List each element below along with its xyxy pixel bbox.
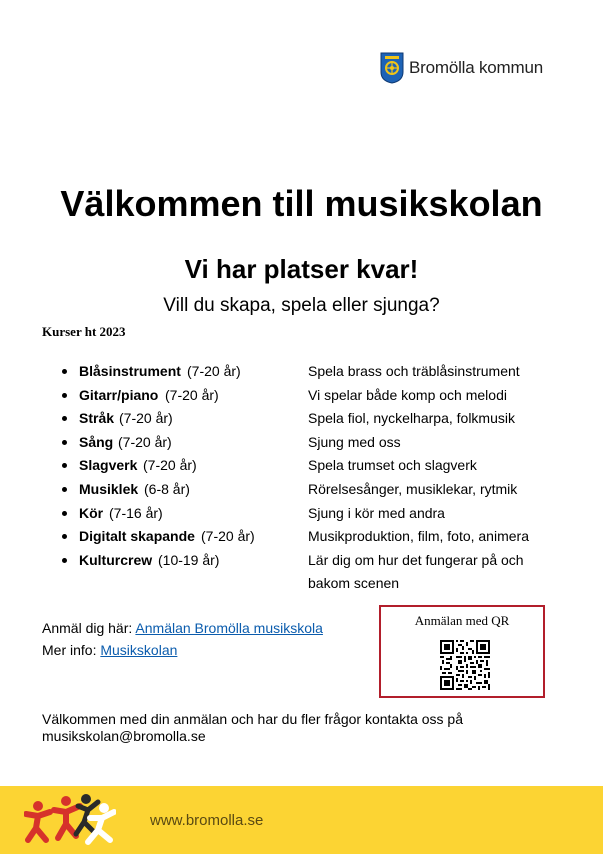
bullet-icon [62,558,67,563]
footer-url[interactable]: www.bromolla.se [150,812,264,829]
course-name: Gitarr/piano [79,386,159,403]
course-description: Spela fiol, nyckelharpa, folkmusik [308,410,515,427]
course-item [0,361,603,385]
municipal-crest-icon [380,52,404,84]
course-list [0,361,603,573]
people-figures-icon [24,792,116,848]
course-age: (7-20 år) [201,528,255,545]
course-item [0,455,603,479]
course-description: Vi spelar både komp och melodi [308,386,507,403]
qr-code-icon[interactable] [440,640,490,690]
course-name: Digitalt skapande [79,528,195,545]
course-name: Blåsinstrument [79,363,181,379]
course-description: Lär dig om hur det fungerar på och [308,551,524,568]
page-subtitle: Vi har platser kvar! [184,254,419,284]
logo-text: Bromölla kommun [409,58,543,77]
course-name: Kör [79,504,104,521]
course-name: Slagverk [79,457,138,474]
course-age: (7-20 år) [165,386,219,403]
course-age: (7-20 år) [119,410,173,427]
qr-label: Anmälan med QR [414,613,510,628]
course-item [0,479,603,503]
course-item [0,432,603,456]
course-description: Rörelsesånger, musiklekar, rytmik [308,480,518,497]
bullet-icon [62,369,67,374]
bullet-icon [62,393,67,398]
course-description: Musikproduktion, film, foto, animera [308,528,529,545]
courses-heading: Kurser ht 2023 [42,324,126,339]
course-age: (7-16 år) [109,504,163,521]
bullet-icon [62,416,67,421]
bullet-icon [62,440,67,445]
footer-band [0,786,603,854]
info-link[interactable]: Musikskolan [100,642,178,658]
course-description: Sjung i kör med andra [308,504,445,521]
course-description: Spela brass och träblåsinstrument [308,363,520,379]
signup-label: Anmäl dig här: [42,620,133,636]
qr-signup-box [379,605,545,698]
info-line [42,642,177,658]
signup-link[interactable]: Anmälan Bromölla musikskola [135,620,323,636]
course-name: Stråk [79,410,115,427]
bullet-icon [62,511,67,516]
bullet-icon [62,463,67,468]
course-age: (10-19 år) [158,551,220,568]
course-item [0,550,603,574]
closing-text: Välkommen med din anmälan och har du fler frågor kontakta oss på musikskolan@bromolla.se [42,711,464,744]
course-name: Sång [79,433,114,450]
course-description: Sjung med oss [308,433,401,450]
bullet-icon [62,487,67,492]
municipality-logo [380,52,543,84]
course-age: (6-8 år) [144,480,190,497]
page-title: Välkommen till musikskolan [60,183,543,224]
tagline: Vill du skapa, spela eller sjunga? [163,295,440,316]
course-age: (7-20 år) [143,457,197,474]
course-item [0,526,603,550]
course-name: Kulturcrew [79,551,153,568]
course-description-continuation: bakom scenen [308,575,400,591]
course-name: Musiklek [79,480,139,497]
course-item [0,408,603,432]
info-label: Mer info: [42,642,97,658]
signup-line [42,620,323,636]
bullet-icon [62,534,67,539]
course-age: (7-20 år) [118,433,172,450]
course-item [0,385,603,409]
course-age: (7-20 år) [187,363,241,379]
course-description: Spela trumset och slagverk [308,457,477,474]
course-item [0,503,603,527]
